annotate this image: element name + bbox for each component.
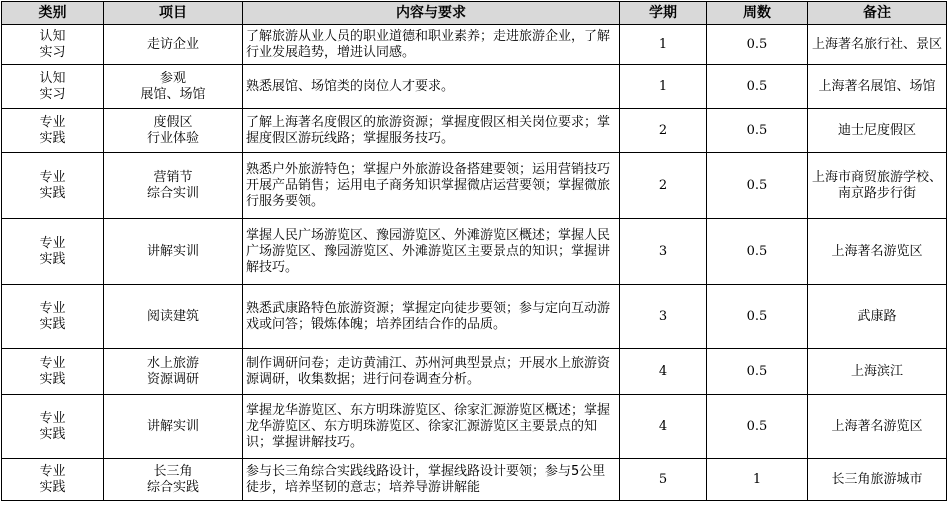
semester-cell: 2 [620,109,707,153]
weeks-cell: 0.5 [707,109,808,153]
project-cell: 参观 展馆、场馆 [104,65,243,109]
table-row [2,25,947,65]
semester-cell: 2 [620,153,707,219]
content-cell: 制作调研问卷；走访黄浦江、苏州河典型景点；开展水上旅游资源调研，收集数据；进行问卷调查分析。 [243,349,620,395]
category-cell: 专业 实践 [2,219,104,285]
note-cell: 武康路 [808,285,947,349]
note-cell: 上海市商贸旅游学校、南京路步行街 [808,153,947,219]
curriculum-table [1,1,947,501]
note-cell: 上海著名游览区 [808,219,947,285]
project-cell: 阅读建筑 [104,285,243,349]
project-cell: 营销节 综合实训 [104,153,243,219]
semester-cell: 3 [620,285,707,349]
category-cell: 专业 实践 [2,459,104,501]
header-project: 项目 [104,2,243,25]
header-content: 内容与要求 [243,2,620,25]
note-cell: 上海著名游览区 [808,395,947,459]
content-cell: 参与长三角综合实践线路设计，掌握线路设计要领；参与5公里徒步，培养坚韧的意志；培养导游讲解能 [243,459,620,501]
category-cell: 认知 实习 [2,65,104,109]
project-cell: 讲解实训 [104,219,243,285]
category-cell: 专业 实践 [2,109,104,153]
content-cell: 掌握龙华游览区、东方明珠游览区、徐家汇源游览区概述；掌握龙华游览区、东方明珠游览区、徐家汇源游览区主要景点的知识；掌握讲解技巧。 [243,395,620,459]
semester-cell: 3 [620,219,707,285]
semester-cell: 1 [620,25,707,65]
table-row [2,109,947,153]
project-cell: 水上旅游 资源调研 [104,349,243,395]
table-row [2,285,947,349]
weeks-cell: 0.5 [707,219,808,285]
table-row [2,153,947,219]
content-cell: 熟悉武康路特色旅游资源；掌握定向徒步要领；参与定向互动游戏或问答；锻炼体魄；培养团结合作的品质。 [243,285,620,349]
category-cell: 专业 实践 [2,153,104,219]
content-cell: 熟悉户外旅游特色；掌握户外旅游设备搭建要领；运用营销技巧开展产品销售；运用电子商务知识掌握微店运营要领；掌握微旅行服务要领。 [243,153,620,219]
header-weeks: 周数 [707,2,808,25]
note-cell: 上海滨江 [808,349,947,395]
table-row [2,395,947,459]
weeks-cell: 0.5 [707,349,808,395]
content-cell: 熟悉展馆、场馆类的岗位人才要求。 [243,65,620,109]
project-cell: 长三角 综合实践 [104,459,243,501]
header-row [2,2,947,25]
header-semester: 学期 [620,2,707,25]
weeks-cell: 0.5 [707,285,808,349]
table-row [2,349,947,395]
project-cell: 走访企业 [104,25,243,65]
note-cell: 上海著名旅行社、景区 [808,25,947,65]
semester-cell: 4 [620,395,707,459]
weeks-cell: 1 [707,459,808,501]
table-row [2,65,947,109]
category-cell: 专业 实践 [2,349,104,395]
weeks-cell: 0.5 [707,395,808,459]
category-cell: 专业 实践 [2,395,104,459]
weeks-cell: 0.5 [707,65,808,109]
semester-cell: 5 [620,459,707,501]
content-cell: 掌握人民广场游览区、豫园游览区、外滩游览区概述；掌握人民广场游览区、豫园游览区、外滩游览区主要景点的知识；掌握讲解技巧。 [243,219,620,285]
header-category: 类别 [2,2,104,25]
note-cell: 迪士尼度假区 [808,109,947,153]
weeks-cell: 0.5 [707,153,808,219]
project-cell: 讲解实训 [104,395,243,459]
table-row [2,459,947,501]
category-cell: 认知 实习 [2,25,104,65]
table-row [2,219,947,285]
content-cell: 了解旅游从业人员的职业道德和职业素养；走进旅游企业，了解行业发展趋势，增进认同感。 [243,25,620,65]
semester-cell: 1 [620,65,707,109]
category-cell: 专业 实践 [2,285,104,349]
content-cell: 了解上海著名度假区的旅游资源；掌握度假区相关岗位要求；掌握度假区游玩线路；掌握服务技巧。 [243,109,620,153]
note-cell: 上海著名展馆、场馆 [808,65,947,109]
header-note: 备注 [808,2,947,25]
note-cell: 长三角旅游城市 [808,459,947,501]
semester-cell: 4 [620,349,707,395]
weeks-cell: 0.5 [707,25,808,65]
project-cell: 度假区 行业体验 [104,109,243,153]
